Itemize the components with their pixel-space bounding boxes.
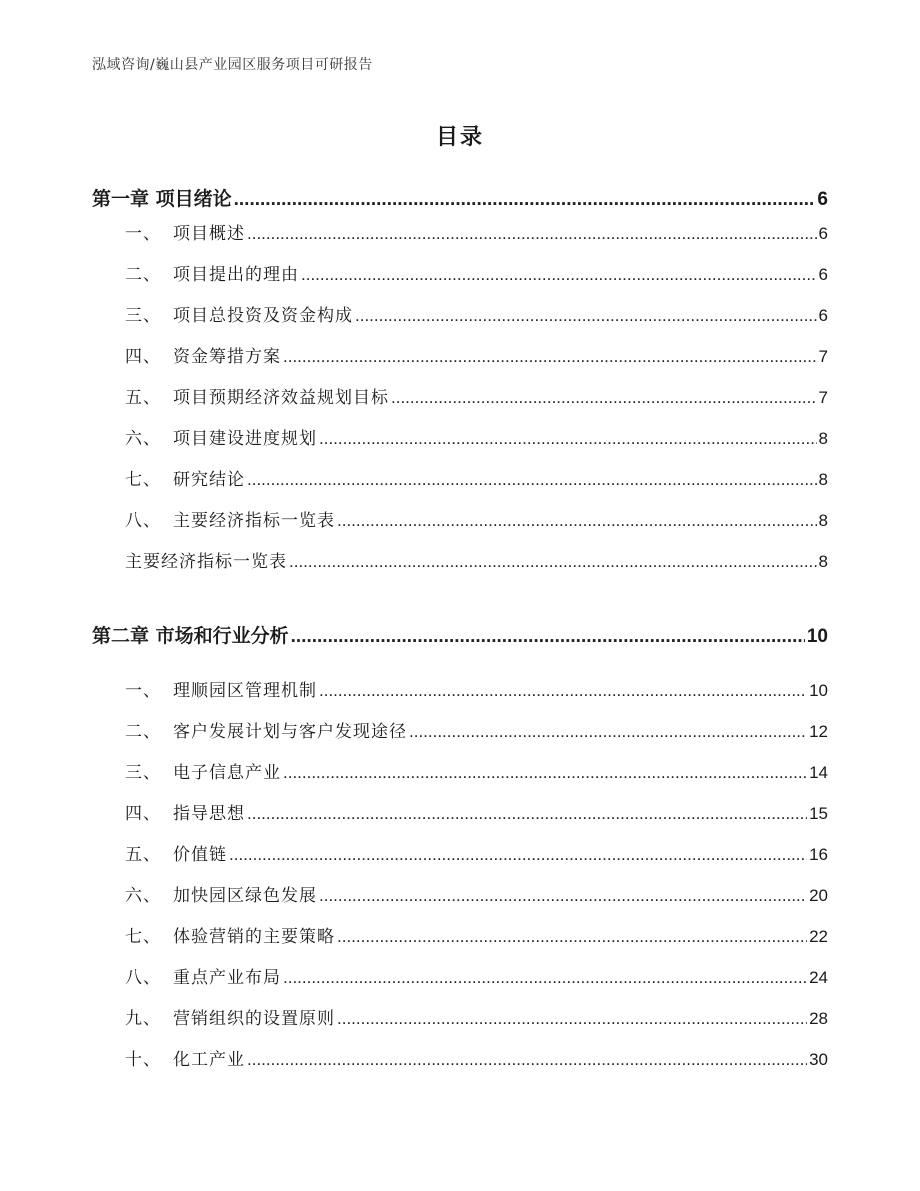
page-number: 22	[809, 927, 828, 946]
page-number: 8	[818, 552, 828, 571]
toc-entry[interactable]	[125, 676, 828, 701]
toc-entry[interactable]	[125, 424, 828, 449]
toc-chapter-2[interactable]	[92, 621, 828, 648]
page-number: 10	[806, 626, 828, 647]
running-header: 泓域咨询/巍山县产业园区服务项目可研报告	[92, 57, 373, 73]
dot-leader	[283, 968, 807, 988]
page-number: 30	[809, 1050, 828, 1069]
dot-leader	[319, 429, 817, 449]
entry-number: 六、	[125, 429, 161, 449]
entry-title: 项目概述	[173, 224, 245, 244]
entry-title: 电子信息产业	[173, 763, 281, 783]
page-number: 16	[809, 845, 828, 864]
entry-title: 客户发展计划与客户发现途径	[173, 722, 407, 742]
toc-entry[interactable]	[125, 260, 828, 285]
toc-entry[interactable]	[125, 1004, 828, 1029]
entry-title: 资金筹措方案	[173, 347, 281, 367]
entry-title: 研究结论	[173, 470, 245, 490]
entry-number: 六、	[125, 886, 161, 906]
entry-title: 主要经济指标一览表	[173, 511, 335, 531]
entry-number: 四、	[125, 347, 161, 367]
page-number: 14	[809, 763, 828, 782]
page-number: 8	[818, 470, 828, 489]
page-number: 6	[817, 189, 828, 210]
page-number: 10	[809, 681, 828, 700]
entry-title: 主要经济指标一览表	[125, 552, 287, 572]
toc-entry[interactable]	[125, 963, 828, 988]
entry-number: 十、	[125, 1050, 161, 1070]
entry-number: 一、	[125, 681, 161, 701]
toc-entry[interactable]	[125, 506, 828, 531]
entry-number: 八、	[125, 968, 161, 988]
dot-leader	[247, 804, 807, 824]
dot-leader	[337, 511, 817, 531]
dot-leader	[301, 265, 817, 285]
entry-title: 加快园区绿色发展	[173, 886, 317, 906]
dot-leader	[337, 1009, 807, 1029]
toc-entry[interactable]	[125, 758, 828, 783]
toc-chapter-1[interactable]	[92, 184, 828, 211]
toc-entry[interactable]	[125, 219, 828, 244]
entry-number: 四、	[125, 804, 161, 824]
dot-leader	[247, 1050, 807, 1070]
dot-leader	[319, 681, 807, 701]
entry-number: 二、	[125, 265, 161, 285]
dot-leader	[283, 347, 817, 367]
entry-number: 一、	[125, 224, 161, 244]
page-number: 15	[809, 804, 828, 823]
toc-entry[interactable]	[125, 301, 828, 326]
toc-entry[interactable]	[125, 922, 828, 947]
entry-number: 七、	[125, 470, 161, 490]
toc-entry[interactable]	[125, 383, 828, 408]
entry-number: 二、	[125, 722, 161, 742]
entry-title: 价值链	[173, 845, 227, 865]
toc-entry[interactable]	[125, 799, 828, 824]
toc-entry[interactable]	[125, 465, 828, 490]
toc-entry[interactable]	[125, 840, 828, 865]
entry-title: 体验营销的主要策略	[173, 927, 335, 947]
page-number: 20	[809, 886, 828, 905]
entry-title: 指导思想	[173, 804, 245, 824]
entry-title: 项目提出的理由	[173, 265, 299, 285]
dot-leader	[289, 552, 817, 572]
chapter-label: 第二章 市场和行业分析	[92, 625, 289, 647]
entry-number: 三、	[125, 306, 161, 326]
entry-number: 八、	[125, 511, 161, 531]
page-number: 24	[809, 968, 828, 987]
toc-entry[interactable]	[125, 342, 828, 367]
toc-entry[interactable]	[125, 1045, 828, 1070]
toc-entry[interactable]	[125, 547, 828, 572]
entry-title: 项目预期经济效益规划目标	[173, 388, 389, 408]
toc-title: 目录	[435, 125, 484, 150]
page-number: 7	[818, 347, 828, 366]
entry-number: 七、	[125, 927, 161, 947]
page-number: 8	[818, 511, 828, 530]
dot-leader	[283, 763, 807, 783]
entry-number: 五、	[125, 845, 161, 865]
entry-number: 五、	[125, 388, 161, 408]
toc-entry[interactable]	[125, 717, 828, 742]
entry-title: 项目建设进度规划	[173, 429, 317, 449]
dot-leader	[391, 388, 817, 408]
entry-title: 理顺园区管理机制	[173, 681, 317, 701]
dot-leader	[247, 224, 817, 244]
dot-leader	[337, 927, 807, 947]
entry-number: 三、	[125, 763, 161, 783]
dot-leader	[409, 722, 807, 742]
entry-title: 重点产业布局	[173, 968, 281, 988]
page-number: 8	[818, 429, 828, 448]
dot-leader	[355, 306, 817, 326]
chapter-label: 第一章 项目绪论	[92, 188, 232, 210]
entry-number: 九、	[125, 1009, 161, 1029]
toc-entry[interactable]	[125, 881, 828, 906]
page-number: 6	[818, 224, 828, 243]
dot-leader	[319, 886, 807, 906]
dot-leader	[247, 470, 817, 490]
dot-leader	[229, 845, 807, 865]
page-number: 6	[818, 306, 828, 325]
page-number: 12	[809, 722, 828, 741]
dot-leader	[234, 189, 816, 211]
page-number: 7	[818, 388, 828, 407]
page-number: 28	[809, 1009, 828, 1028]
entry-title: 营销组织的设置原则	[173, 1009, 335, 1029]
entry-title: 项目总投资及资金构成	[173, 306, 353, 326]
page-number: 6	[818, 265, 828, 284]
dot-leader	[291, 626, 805, 648]
entry-title: 化工产业	[173, 1050, 245, 1070]
